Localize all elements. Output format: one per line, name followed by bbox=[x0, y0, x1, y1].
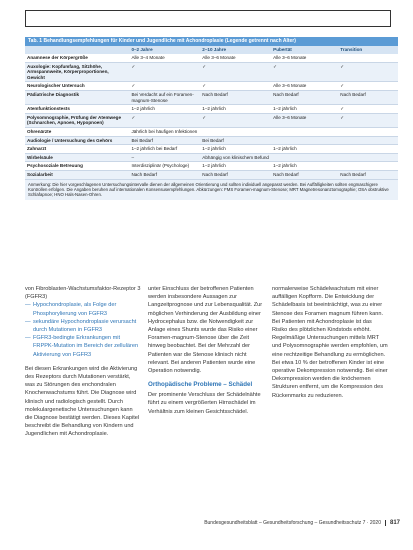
table-row bbox=[25, 90, 398, 104]
table-cell: ✓ bbox=[129, 82, 200, 91]
table-cell bbox=[338, 54, 398, 62]
table-row bbox=[25, 170, 398, 179]
row-label-cell: Psychosoziale Betreuung bbox=[25, 162, 129, 171]
table-cell: Nach Bedarf bbox=[338, 170, 398, 179]
table-cell: 1–2 jährlich bbox=[271, 105, 338, 114]
table-cell bbox=[338, 153, 398, 162]
table-cell: Nach Bedarf bbox=[129, 170, 200, 179]
dash-list bbox=[25, 301, 141, 358]
list-item: — Hypochondroplasie, als Folge der Phosphorylierung von FGFR3 bbox=[25, 301, 141, 317]
table-header-cell: Transition bbox=[338, 46, 398, 54]
row-label-cell: Anamnese der Körpergröße bbox=[25, 54, 129, 62]
table-header-cell bbox=[25, 46, 129, 54]
row-label-cell: Zahnarzt bbox=[25, 145, 129, 154]
table-cell bbox=[271, 153, 338, 162]
table-cell: 1–2 jährlich bbox=[129, 105, 200, 114]
table-row bbox=[25, 113, 398, 127]
table-caption: Tab. 1 Behandlungsempfehlungen für Kinder und Jugendliche mit Achondroplasie (Legende getrennt nach Alter) bbox=[25, 37, 398, 46]
table-footnotes: Anmerkung: Die hier vorgeschlagenen Untersuchungsintervalle dienen der allgemeinen Orientierung und sollten individuell angepasst werden. Bei Auffälligkeiten sollten engmaschigere Kontrollen erfolgen. Die Angaben beruhen auf internationalen Konsensusempfehlungen. Abkürzungen: FMS Foramen-magnum-Stenose; MRT Magnetresonanztomographie; OSA obstruktive Schlafapnoe; HNO Hals-Nasen-Ohren. bbox=[25, 180, 398, 200]
table-cell: Bei Verdacht auf ein Foramen-magnum-Stenose bbox=[129, 90, 200, 104]
table-cell: ✓ bbox=[129, 62, 200, 82]
table-cell: Nach Bedarf bbox=[338, 90, 398, 104]
row-label-cell: Audiologie / Untersuchung des Gehörs bbox=[25, 136, 129, 145]
journal-name: Bundesgesundheitsblatt – Gesundheitsforschung – Gesundheitsschutz 7 · 2020 bbox=[204, 520, 381, 526]
row-label-cell: Wirbelsäule bbox=[25, 153, 129, 162]
paragraph: Der prominente Verschluss der Schädelnähte führt zu einem vergrößerten Hirnschädel im Verhältnis zum kleinen Gesichtsschädel. bbox=[148, 392, 261, 415]
row-label-cell: Ohrenärzte bbox=[25, 127, 129, 136]
table-cell: Alle 3–6 Monate bbox=[271, 82, 338, 91]
table-cell: – bbox=[129, 153, 200, 162]
table-cell: ✓ bbox=[200, 113, 271, 127]
text-column-2 bbox=[148, 285, 264, 416]
list-item: — FGFR3-bedingte Erkrankungen mit FRPPK-Mutation im Bereich der zellulären Aktivierung von FGFR3 bbox=[25, 334, 141, 359]
list-item: — sekundäre Hypochondroplasie verursacht durch Mutationen in FGFR3 bbox=[25, 318, 141, 334]
page-footer bbox=[200, 520, 400, 526]
text-column-1 bbox=[25, 285, 141, 439]
table-row bbox=[25, 162, 398, 171]
table-row bbox=[25, 82, 398, 91]
table-cell: 1–2 jährlich bbox=[200, 145, 271, 154]
header-box bbox=[25, 10, 391, 27]
paragraph: Bei diesen Erkrankungen wird die Aktivierung des Rezeptors durch Mutationen verstärkt, was zu Störungen des enchondralen Knochenwachstums führt. Die Diagnose wird klinisch und radiologisch gestellt. Durch molekulargenetische Untersuchungen kann die Diagnose bestätigt werden. Dieses Kapitel beschreibt die Behandlung von Kindern und Jugendlichen mit Achondroplasie. bbox=[25, 365, 140, 438]
table-cell: Alle 3–4 Monate bbox=[129, 54, 200, 62]
table-cell bbox=[338, 136, 398, 145]
table-header-cell: Pubertät bbox=[271, 46, 338, 54]
table-cell: Interdisziplinär (Psychologe) bbox=[129, 162, 200, 171]
table-cell: ✓ bbox=[338, 113, 398, 127]
table-row bbox=[25, 54, 398, 62]
table-cell: Nach Bedarf bbox=[200, 90, 271, 104]
table-row bbox=[25, 145, 398, 154]
table-cell: 1–2 jährlich bbox=[271, 162, 338, 171]
table-header-cell: 2–10 Jahre bbox=[200, 46, 271, 54]
paragraph: normalerweise Schädelwachstum mit einer auffälligen Kopfform. Die Entwicklung der Schädelbasis ist beeinträchtigt, was zu einer Stenose des Foramen magnum führen kann. Bei Patienten mit Achondroplasie ist das Risiko des plötzlichen Kindstods erhöht. Regelmäßige Untersuchungen mittels MRT und Polysomnographie werden empfohlen, um eine rechtzeitige Behandlung zu ermöglichen. Bei etwa 10 % der betroffenen Kinder ist eine operative Dekompression notwendig. Bei einer Dekompression werden die knöchernen Strukturen entfernt, um die Kompression des Rückenmarks zu reduzieren. bbox=[272, 286, 388, 399]
page-number: 817 bbox=[385, 520, 400, 526]
paragraph: unter Einschluss der betroffenen Patienten werden insbesondere Aussagen zur Langzeitprognose und zur Lebensqualität. Zur möglichen Verhinderung der Ausbildung einer Hydrocephalus bzw. die Notwendigkeit zur Anlage eines Shunts wurde das Risiko einer Foramen-magnum-Stenose über die Zeit hinweg beobachtet. Bei der Mehrzahl der Patienten war die Stenose klinisch nicht relevant. Bei anderen Patienten wurde eine Operation notwendig. bbox=[148, 286, 263, 375]
row-label-cell: Atemfunktionstests bbox=[25, 105, 129, 114]
table-row bbox=[25, 127, 398, 136]
table-cell bbox=[338, 162, 398, 171]
table-row bbox=[25, 62, 398, 82]
table-cell: ✓ bbox=[271, 62, 338, 82]
table-cell bbox=[271, 127, 338, 136]
table-cell bbox=[338, 145, 398, 154]
table-cell: Nach Bedarf bbox=[200, 170, 271, 179]
section-heading: Orthopädische Probleme – Schädel bbox=[148, 381, 253, 389]
table-cell: ✓ bbox=[338, 62, 398, 82]
table-cell: 1–2 jährlich bbox=[200, 105, 271, 114]
table-cell: Bei Bedarf bbox=[129, 136, 200, 145]
table-cell: 1–2 jährlich bbox=[200, 162, 271, 171]
table-cell: Alle 3–6 Monate bbox=[200, 54, 271, 62]
row-label-cell: Pädiatrische Diagnostik bbox=[25, 90, 129, 104]
table-grid bbox=[25, 46, 398, 180]
table-row bbox=[25, 136, 398, 145]
table-cell: Nach Bedarf bbox=[271, 90, 338, 104]
table-cell: Alle 3–6 Monate bbox=[271, 54, 338, 62]
text-column-3 bbox=[272, 285, 388, 400]
recommendations-table bbox=[25, 37, 398, 200]
table-cell: Jährlich bei häufigen Infektionen bbox=[129, 127, 200, 136]
table-cell: ✓ bbox=[200, 82, 271, 91]
table-row bbox=[25, 153, 398, 162]
table-cell: Nach Bedarf bbox=[271, 170, 338, 179]
table-row bbox=[25, 105, 398, 114]
table-cell bbox=[338, 127, 398, 136]
table-header-cell: 0–2 Jahre bbox=[129, 46, 200, 54]
table-cell: ✓ bbox=[338, 105, 398, 114]
table-cell: Abhängig von klinischem Befund bbox=[200, 153, 271, 162]
table-cell: ✓ bbox=[338, 82, 398, 91]
table-cell: ✓ bbox=[129, 113, 200, 127]
paragraph: von Fibroblasten-Wachstumsfaktor-Rezeptor 3 (FGFR3) bbox=[25, 286, 141, 301]
table-cell: ✓ bbox=[200, 62, 271, 82]
row-label-cell: Neurologischer Untersuch bbox=[25, 82, 129, 91]
table-cell: 1–2 jährlich bei Bedarf bbox=[129, 145, 200, 154]
row-label-cell: Auxologie: Kopfumfang, Sitzhöhe, Armspannweite, Körperproportionen, Gewicht bbox=[25, 62, 129, 82]
table-header-row bbox=[25, 46, 398, 54]
table-cell: 1–2 jährlich bbox=[271, 145, 338, 154]
table-cell: Bei Bedarf bbox=[200, 136, 271, 145]
table-cell bbox=[200, 127, 271, 136]
row-label-cell: Sozialarbeit bbox=[25, 170, 129, 179]
table-cell bbox=[271, 136, 338, 145]
table-cell: Alle 3–6 Monate bbox=[271, 113, 338, 127]
row-label-cell: Polysomnographie, Prüfung der Atemwege (Schnarchen, Apnoen, Hypopnoen) bbox=[25, 113, 129, 127]
